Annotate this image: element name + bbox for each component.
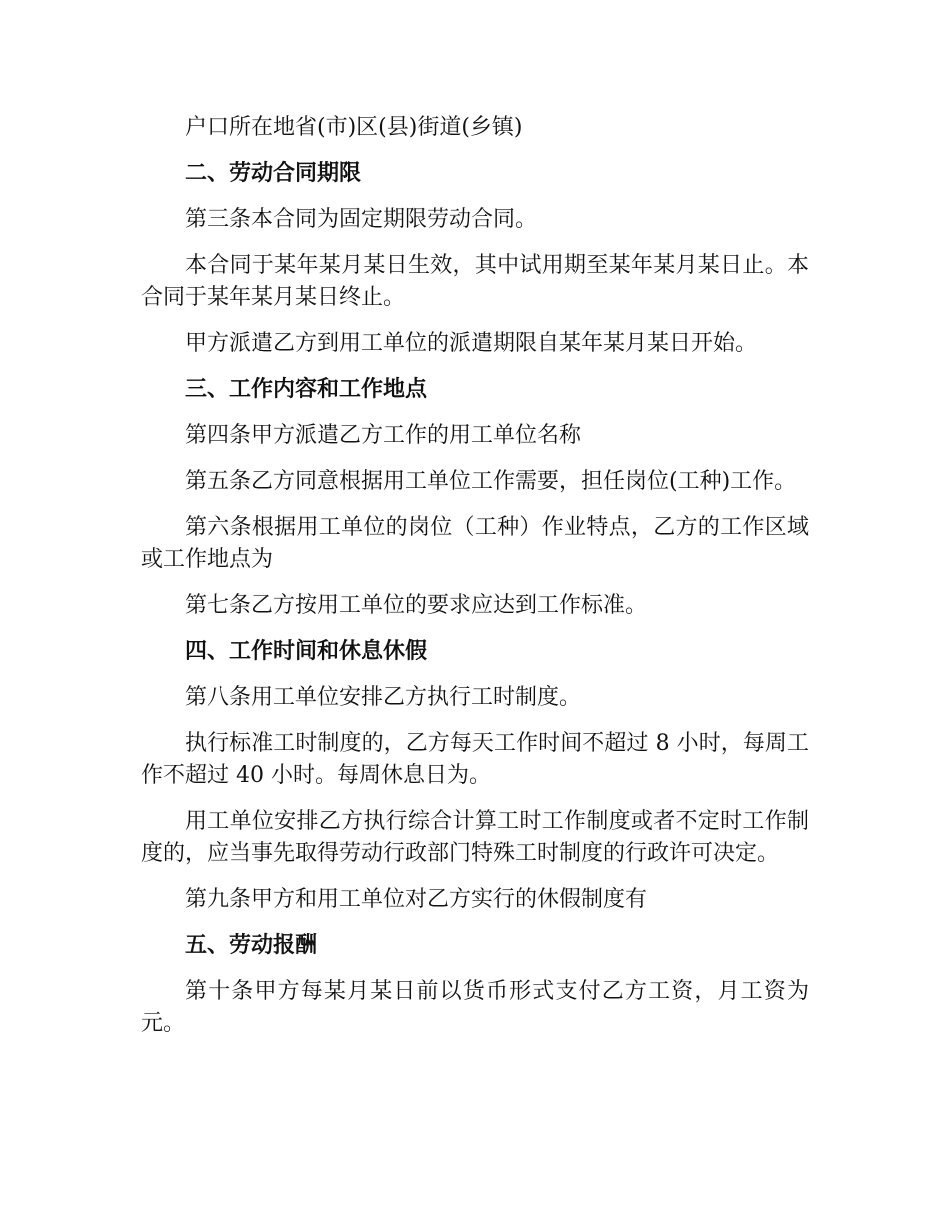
section-heading-work-content: 三、工作内容和工作地点 [185, 377, 428, 402]
paragraph-article-5: 第五条乙方同意根据用工单位工作需要，担任岗位(工种)工作。 [185, 469, 797, 494]
paragraph-article-10: 第十条甲方每某月某日前以货币形式支付乙方工资，月工资为元。 [141, 979, 809, 1036]
paragraph-article-4: 第四条甲方派遣乙方工作的用工单位名称 [185, 423, 582, 448]
paragraph-special-hours: 用工单位安排乙方执行综合计算工时工作制度或者不定时工作制度的，应当事先取得劳动行政部门特殊工时制度的行政许可决定。 [141, 809, 809, 866]
paragraph-standard-hours: 执行标准工时制度的，乙方每天工作时间不超过 8 小时，每周工作不超过 40 小时。每周休息日为。 [141, 731, 809, 788]
paragraph-household-registration: 户口所在地省(市)区(县)街道(乡镇) [185, 115, 523, 140]
document-body [141, 112, 809, 1054]
section-heading-contract-term: 二、劳动合同期限 [185, 161, 362, 186]
section-heading-working-hours: 四、工作时间和休息休假 [185, 639, 428, 664]
paragraph-article-8: 第八条用工单位安排乙方执行工时制度。 [185, 685, 582, 710]
paragraph-article-6: 第六条根据用工单位的岗位（工种）作业特点，乙方的工作区域或工作地点为 [141, 515, 809, 572]
paragraph-article-7: 第七条乙方按用工单位的要求应达到工作标准。 [185, 593, 648, 618]
paragraph-effective-date: 本合同于某年某月某日生效，其中试用期至某年某月某日止。本合同于某年某月某日终止。 [141, 253, 809, 310]
paragraph-dispatch-period: 甲方派遣乙方到用工单位的派遣期限自某年某月某日开始。 [185, 331, 758, 356]
paragraph-article-9: 第九条甲方和用工单位对乙方实行的休假制度有 [185, 887, 648, 912]
paragraph-article-3: 第三条本合同为固定期限劳动合同。 [185, 207, 538, 232]
section-heading-remuneration: 五、劳动报酬 [185, 933, 318, 958]
